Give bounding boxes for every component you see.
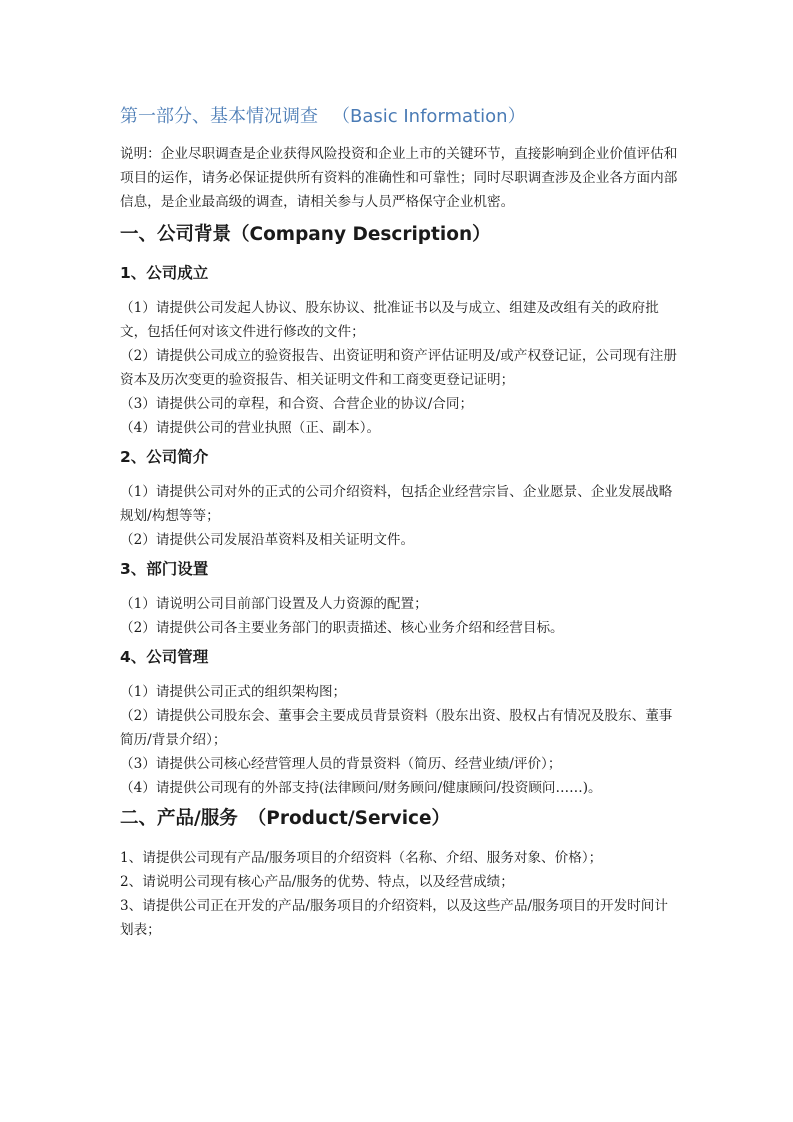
section-product-service-title-en: （Product/Service） <box>247 808 451 829</box>
section-product-service-title-cn: 二、产品/服务 <box>120 808 238 829</box>
list-item: （2）请提供公司发展沿革资料及相关证明文件。 <box>120 532 415 548</box>
part-title-en: （Basic Information） <box>332 106 526 127</box>
subsection-profile-list <box>120 480 680 552</box>
subsection-management-title: 4、公司管理 <box>120 648 209 666</box>
section-product-service-title <box>120 806 680 832</box>
subsection-departments-title: 3、部门设置 <box>120 560 209 578</box>
subsection-departments-list <box>120 592 680 640</box>
list-item: （4）请提供公司的营业执照（正、副本）。 <box>120 420 381 436</box>
part-title <box>120 104 680 130</box>
list-item: 1、请提供公司现有产品/服务项目的介绍资料（名称、介绍、服务对象、价格）； <box>120 850 603 866</box>
list-item: （4）请提供公司现有的外部支持(法律顾问/财务顾问/健康顾问/投资顾问……)。 <box>120 780 602 796</box>
list-item: （1）请提供公司发起人协议、股东协议、批准证书以及与成立、组建及改组有关的政府批文，包括任何对该文件进行修改的文件； <box>120 300 659 340</box>
list-item: （2）请提供公司股东会、董事会主要成员背景资料（股东出资、股权占有情况及股东、董事简历/背景介绍）； <box>120 708 673 748</box>
subsection-establishment-list <box>120 296 680 440</box>
list-item: （2）请提供公司各主要业务部门的职责描述、核心业务介绍和经营目标。 <box>120 620 564 636</box>
document-content <box>120 104 680 948</box>
section-company-description-title: 一、公司背景（Company Description） <box>120 224 491 245</box>
section-product-service-list <box>120 846 680 942</box>
subsection-profile-title: 2、公司简介 <box>120 448 209 466</box>
list-item: 3、请提供公司正在开发的产品/服务项目的介绍资料，以及这些产品/服务项目的开发时间计划表； <box>120 898 668 938</box>
part-title-cn: 第一部分、基本情况调查 <box>120 106 318 127</box>
subsection-establishment-title: 1、公司成立 <box>120 264 209 282</box>
list-item: （3）请提供公司核心经营管理人员的背景资料（简历、经营业绩/评价）； <box>120 756 562 772</box>
list-item: （2）请提供公司成立的验资报告、出资证明和资产评估证明及/或产权登记证，公司现有注册资本及历次变更的验资报告、相关证明文件和工商变更登记证明； <box>120 348 677 388</box>
list-item: 2、请说明公司现有核心产品/服务的优势、特点，以及经营成绩； <box>120 874 514 890</box>
list-item: （1）请提供公司正式的组织架构图； <box>120 684 347 700</box>
subsection-management-list <box>120 680 680 800</box>
list-item: （1）请说明公司目前部门设置及人力资源的配置； <box>120 596 428 612</box>
list-item: （1）请提供公司对外的正式的公司介绍资料，包括企业经营宗旨、企业愿景、企业发展战略规划/构想等等； <box>120 484 673 524</box>
list-item: （3）请提供公司的章程，和合资、合营企业的协议/合同； <box>120 396 474 412</box>
intro-paragraph: 说明：企业尽职调查是企业获得风险投资和企业上市的关键环节，直接影响到企业价值评估和项目的运作，请务必保证提供所有资料的准确性和可靠性；同时尽职调查涉及企业各方面内部信息，是企业最高级的调查，请相关参与人员严格保守企业机密。 <box>120 146 678 210</box>
